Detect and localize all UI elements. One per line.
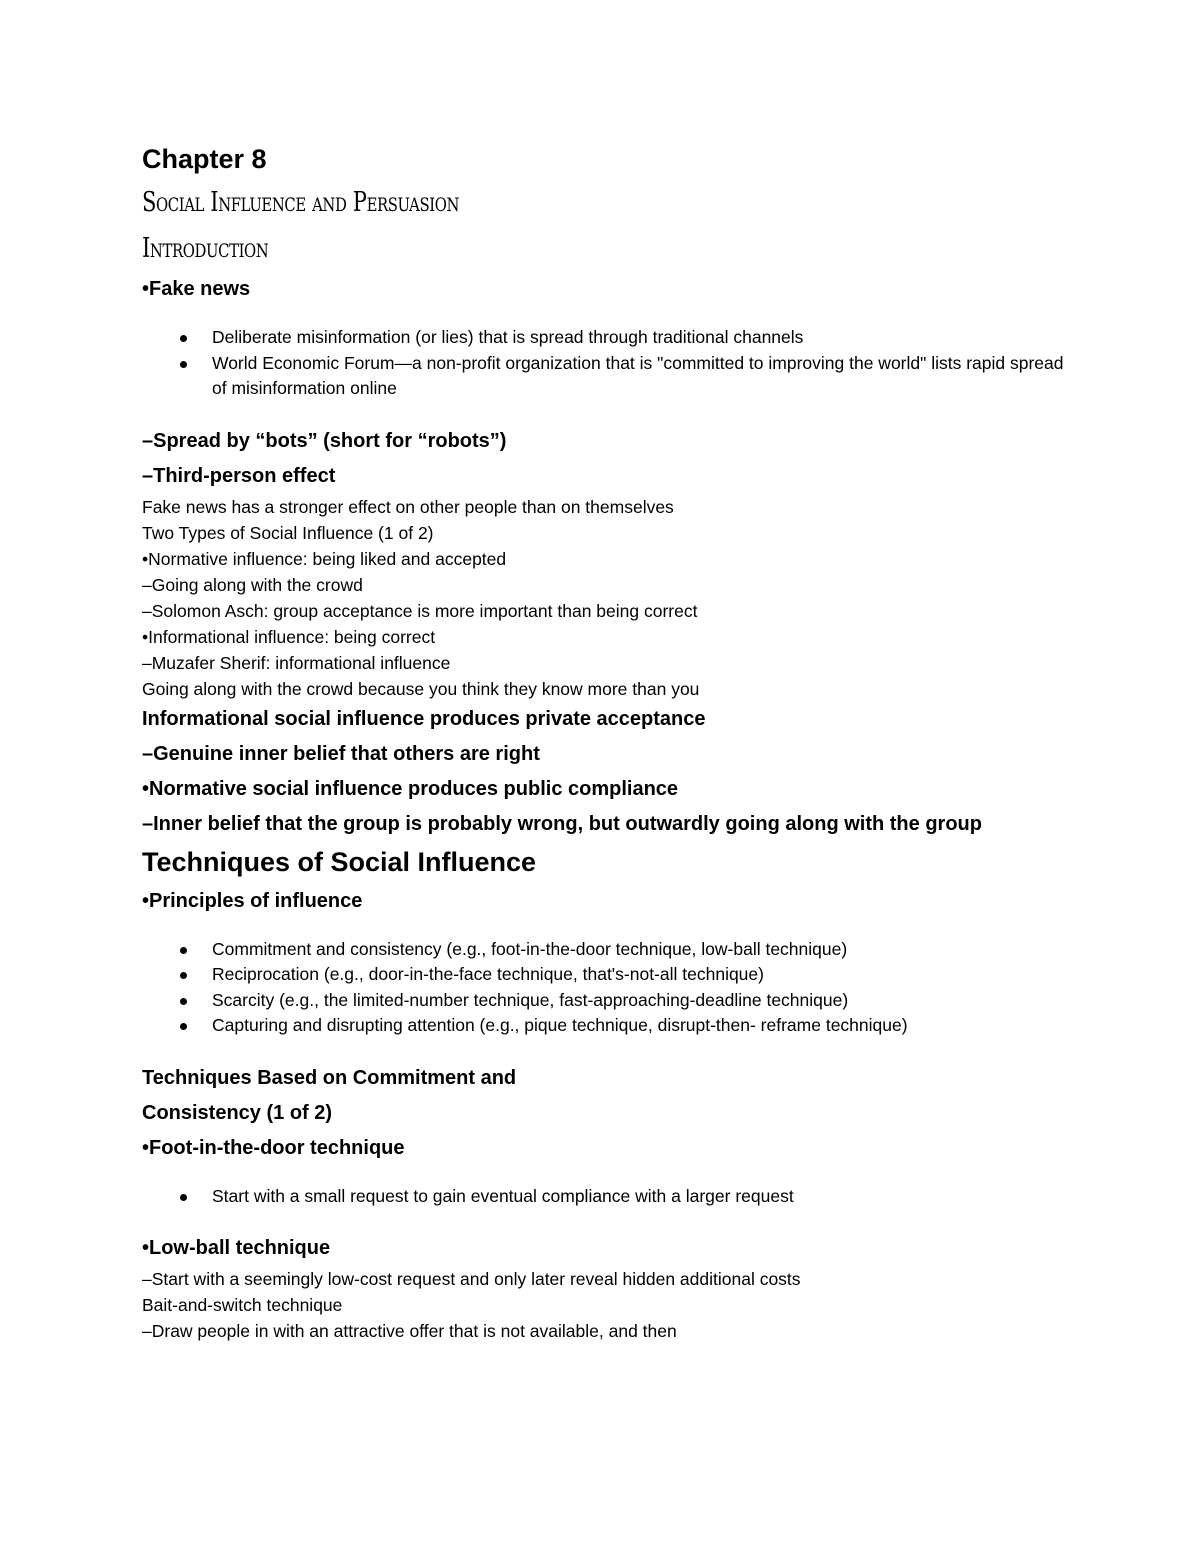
list-item-text: World Economic Forum—a non-profit organization that is "committed to improving the world" lists rapid spread of misinformation online [212, 352, 1064, 398]
list-item-text: Deliberate misinformation (or lies) that is spread through traditional channels [212, 327, 804, 347]
fake-news-heading: •Fake news [142, 278, 251, 300]
text-line: –Going along with the crowd [142, 574, 363, 595]
text-line: –Draw people in with an attractive offer that is not available, and then [142, 1321, 677, 1341]
techniques-heading: Techniques of Social Influence [142, 846, 537, 877]
chapter-title: Chapter 8 [142, 144, 267, 174]
text-line: Fake news has a stronger effect on other people than on themselves [142, 496, 674, 517]
text-line: •Informational influence: being correct [142, 626, 436, 647]
bold-line: –Inner belief that the group is probably wrong, but outwardly going along with the group [142, 812, 982, 835]
list-item [142, 1013, 1072, 1039]
bold-line: –Genuine inner belief that others are right [142, 742, 540, 765]
fake-news-list [142, 325, 1072, 402]
lowball-heading: •Low-ball technique [142, 1237, 331, 1259]
bots-line: –Spread by “bots” (short for “robots”) [142, 429, 507, 452]
principles-list [142, 937, 1072, 1039]
text-line: –Muzafer Sherif: informational influence [142, 652, 451, 673]
list-item-text: Reciprocation (e.g., door-in-the-face technique, that's-not-all technique) [212, 964, 764, 984]
text-line: Two Types of Social Influence (1 of 2) [142, 522, 434, 543]
chapter-subtitle: Social Influence and Persuasion [142, 187, 460, 218]
bold-text-block [142, 702, 1072, 840]
list-item-text: Scarcity (e.g., the limited-number technique, fast-approaching-deadline technique) [212, 989, 849, 1010]
bullet-icon [180, 1194, 187, 1201]
bullet-icon [180, 947, 187, 954]
list-item [142, 325, 1072, 351]
list-item [142, 962, 1072, 988]
list-item [142, 937, 1072, 963]
principles-heading: •Principles of influence [142, 889, 363, 912]
text-line: •Normative influence: being liked and accepted [142, 548, 507, 569]
commitment-heading-line1: Techniques Based on Commitment and [142, 1066, 517, 1089]
foot-in-door-list [142, 1184, 1072, 1210]
bullet-icon [180, 1023, 187, 1030]
text-line: Going along with the crowd because you think they know more than you [142, 678, 700, 699]
bold-line: •Normative social influence produces public compliance [142, 777, 679, 800]
bullet-icon [180, 972, 187, 979]
bold-line: Informational social influence produces private acceptance [142, 707, 706, 730]
commitment-heading-line2: Consistency (1 of 2) [142, 1101, 333, 1124]
list-item [142, 1184, 1072, 1210]
foot-in-door-heading: •Foot-in-the-door technique [142, 1136, 405, 1159]
list-item-text: Commitment and consistency (e.g., foot-in-the-door technique, low-ball technique) [212, 938, 848, 959]
third-person-line: –Third-person effect [142, 464, 336, 487]
bullet-icon [180, 998, 187, 1005]
list-item [142, 988, 1072, 1014]
list-item-text: Capturing and disrupting attention (e.g., pique technique, disrupt-then- reframe technique) [212, 1015, 908, 1035]
intro-heading: Introduction [142, 233, 269, 264]
document-page [142, 138, 1072, 1344]
bullet-icon [180, 361, 187, 368]
text-line: Bait-and-switch technique [142, 1295, 343, 1315]
text-line: –Start with a seemingly low-cost request and only later reveal hidden additional costs [142, 1269, 801, 1289]
bullet-icon [180, 335, 187, 342]
list-item-text: Start with a small request to gain eventual compliance with a larger request [212, 1185, 794, 1206]
text-line: –Solomon Asch: group acceptance is more important than being correct [142, 600, 698, 621]
plain-text-block [142, 494, 1072, 702]
list-item [142, 351, 1072, 402]
